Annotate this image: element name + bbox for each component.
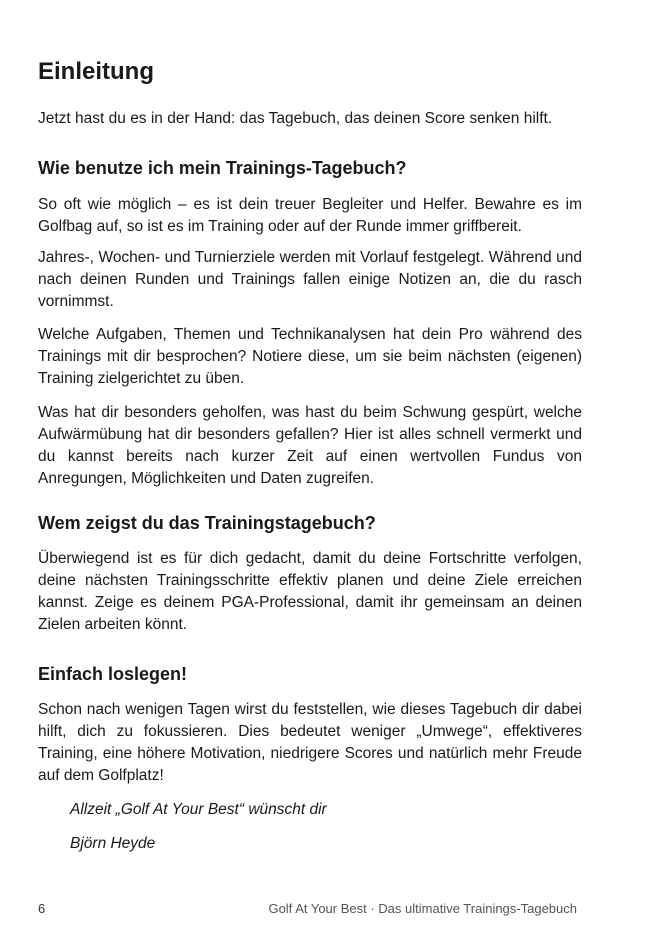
closing-line: Allzeit „Golf At Your Best“ wünscht dir <box>70 801 327 818</box>
start-paragraph: Schon nach wenigen Tagen wirst du feststellen, wie dieses Tagebuch dir dabei hilft, dich zu fokussieren. Dies bedeutet weniger „Umwege“, effektiveres Training, eine höhere Motivation, niedrigere Scores und natürlich mehr Freude auf dem Golfplatz! <box>38 701 582 784</box>
footer-title: Golf At Your Best · Das ultimative Trainings-Tagebuch <box>268 901 577 916</box>
author-signature: Björn Heyde <box>70 835 156 852</box>
page-title: Einleitung <box>38 58 154 85</box>
page-number: 6 <box>38 901 46 916</box>
intro-paragraph: Jetzt hast du es in der Hand: das Tagebuch, das deinen Score senken hilft. <box>38 110 553 127</box>
section-heading-usage: Wie benutze ich mein Trainings-Tagebuch? <box>38 158 407 178</box>
usage-paragraph-4: Was hat dir besonders geholfen, was hast du beim Schwung gespürt, welche Aufwärmübung hat dir besonders gefallen? Hier ist alles schnell vermerkt und du kannst bereits nach kurzer Zeit auf einen wertvollen Fundus von Anregungen, Möglichkeiten und Daten zugreifen. <box>38 404 582 487</box>
audience-paragraph: Überwiegend ist es für dich gedacht, damit du deine Fortschritte verfolgen, deine nächsten Trainingsschritte effektiv planen und deine Ziele erreichen kannst. Zeige es deinem PGA-Professional, damit ihr gemeinsam an deinen Zielen arbeiten könnt. <box>38 550 582 633</box>
section-heading-audience: Wem zeigst du das Trainingstagebuch? <box>38 513 376 533</box>
usage-paragraph-2: Jahres-, Wochen- und Turnierziele werden mit Vorlauf festgelegt. Während und nach deinen Runden und Trainings fallen einige Notizen an, die du rasch vornimmst. <box>38 249 582 310</box>
usage-paragraph-1: So oft wie möglich – es ist dein treuer Begleiter und Helfer. Bewahre es im Golfbag auf, so ist es im Training oder auf der Runde immer griffbereit. <box>38 196 582 235</box>
section-heading-start: Einfach loslegen! <box>38 664 188 684</box>
usage-paragraph-3: Welche Aufgaben, Themen und Technikanalysen hat dein Pro während des Trainings mit dir besprochen? Notiere diese, um sie beim nächsten (eigenen) Training zielgerichtet zu üben. <box>38 326 582 387</box>
